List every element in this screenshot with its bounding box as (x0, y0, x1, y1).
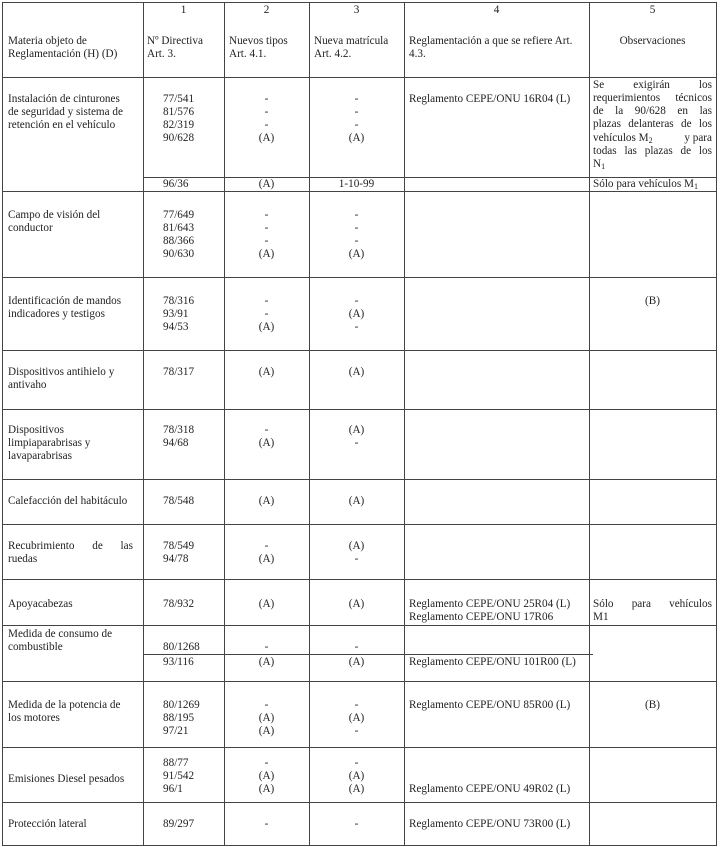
row-divider (2, 681, 717, 682)
row-materia: los motores (8, 712, 60, 724)
directiva: 78/549 (163, 540, 195, 552)
row-materia: retención en el vehículo (8, 119, 116, 131)
grid-line (143, 2, 144, 845)
nuevos-tipos-value: - (264, 424, 269, 436)
row-divider (2, 747, 717, 748)
nueva-matricula-value: (A) (348, 308, 365, 320)
nuevos-tipos-value: (A) (258, 725, 275, 737)
reglamento: Reglamento CEPE/ONU 49R02 (L) (409, 783, 571, 795)
obs-vehicle-subscript: 1 (693, 182, 698, 191)
row-divider (2, 579, 717, 580)
row-materia: ruedas (8, 553, 38, 565)
observaciones-note: (B) (645, 699, 660, 711)
directiva: 89/297 (163, 818, 195, 830)
nueva-matricula-value: - (354, 222, 359, 234)
nueva-matricula-value: (A) (348, 248, 365, 260)
grid-line (716, 2, 717, 845)
nueva-matricula-value: - (354, 725, 359, 737)
observaciones-note: (B) (645, 295, 660, 307)
row-divider (2, 625, 717, 626)
row-materia: Emisiones Diesel pesados (8, 773, 125, 785)
nuevos-tipos-value: (A) (258, 783, 275, 795)
nuevos-tipos-value: (A) (258, 495, 275, 507)
nuevos-tipos-value: - (264, 699, 269, 711)
directiva: 81/576 (163, 106, 195, 118)
nueva-matricula-value: (A) (348, 495, 365, 507)
header-directiva: Nº Directiva (147, 35, 203, 47)
row-materia: Medida de la potencia de (8, 699, 121, 711)
observaciones-text: Sólo para vehículos (593, 598, 712, 610)
nueva-matricula-value: - (354, 437, 359, 449)
row-materia: de seguridad y sistema de (8, 106, 123, 118)
observaciones-text: Se exigirán los (593, 79, 712, 91)
reglamento: Reglamento CEPE/ONU 16R04 (L) (409, 93, 571, 105)
nueva-matricula-value: (A) (348, 540, 365, 552)
row-materia: Campo de visión del (8, 209, 101, 221)
observaciones-text: M1 (593, 611, 609, 623)
row-materia: Medida de consumo de (8, 628, 113, 640)
directiva: 78/548 (163, 495, 195, 507)
observaciones-text (593, 132, 712, 145)
row-divider (2, 802, 717, 803)
nueva-matricula-value: - (354, 757, 359, 769)
directiva: 81/643 (163, 222, 195, 234)
nueva-matricula-value: (A) (348, 424, 365, 436)
row-materia: lavaparabrisas (8, 450, 72, 462)
row-materia: Instalación de cinturones (8, 93, 120, 105)
nueva-matricula-value: (A) (348, 366, 365, 378)
nueva-matricula-value: - (354, 235, 359, 247)
reglamento: Reglamento CEPE/ONU 73R00 (L) (409, 818, 571, 830)
observaciones-text: de la 90/628 en las (593, 105, 712, 117)
reglamento: Reglamento CEPE/ONU 85R00 (L) (409, 699, 571, 711)
directiva: 94/78 (163, 553, 189, 565)
row-materia: combustible (8, 641, 63, 653)
directiva: 90/628 (163, 132, 195, 144)
directiva: 78/932 (163, 598, 195, 610)
nuevos-tipos-value: (A) (258, 132, 275, 144)
nuevos-tipos-value: - (264, 235, 269, 247)
row-divider (2, 479, 717, 480)
nuevos-tipos-value: - (264, 119, 269, 131)
observaciones-text (593, 178, 698, 191)
header-materia: Materia objeto de (8, 35, 87, 47)
nuevos-tipos-value: - (264, 93, 269, 105)
nueva-matricula-value: - (354, 699, 359, 711)
directiva: 97/21 (163, 725, 189, 737)
grid-line (404, 2, 405, 845)
row-materia: Protección lateral (8, 818, 87, 830)
observaciones-text (593, 158, 605, 171)
nuevos-tipos-value: - (264, 818, 269, 830)
grid-line (589, 2, 590, 845)
nuevos-tipos-value: - (264, 295, 269, 307)
nueva-matricula-value: (A) (348, 598, 365, 610)
directiva: 93/116 (163, 656, 194, 668)
directiva: 88/77 (163, 757, 189, 769)
directiva: 78/318 (163, 424, 195, 436)
nueva-matricula-value: - (354, 106, 359, 118)
header-nuevos-tipos: Nuevos tipos (229, 35, 288, 47)
obs-vehicle-subscript: 2 (648, 136, 653, 145)
directiva: 94/53 (163, 321, 189, 333)
directiva: 91/542 (163, 770, 195, 782)
nueva-matricula-value: - (354, 641, 359, 653)
nuevos-tipos-value: (A) (258, 321, 275, 333)
row-divider (2, 277, 717, 278)
row-materia: indicadores y testigos (8, 308, 105, 320)
directiva: 93/91 (163, 308, 189, 320)
nuevos-tipos-value: (A) (258, 248, 275, 260)
observaciones-text: requerimientos técnicos (593, 92, 712, 104)
nueva-matricula-value: 1-10-99 (338, 178, 375, 190)
nuevos-tipos-value: (A) (258, 366, 275, 378)
row-divider (2, 350, 717, 351)
directiva: 80/1269 (163, 699, 200, 711)
row-materia: Calefacción del habitáculo (8, 495, 128, 507)
directiva: 78/317 (163, 366, 195, 378)
row-materia: Dispositivos (8, 424, 64, 436)
nuevos-tipos-value: - (264, 222, 269, 234)
row-materia: Apoyacabezas (8, 598, 73, 610)
nuevos-tipos-value: - (264, 209, 269, 221)
header-nuevos-tipos: Art. 4.1. (229, 48, 267, 60)
header-reglamentacion: 4.3. (409, 48, 426, 60)
row-divider (2, 845, 717, 846)
nueva-matricula-value: (A) (348, 712, 365, 724)
nuevos-tipos-value: - (264, 757, 269, 769)
row-divider (2, 409, 717, 410)
column-number: 2 (263, 4, 270, 16)
nuevos-tipos-value: - (264, 641, 269, 653)
header-reglamentacion: Reglamentación a que se refiere Art. (409, 35, 573, 47)
row-materia: antivaho (8, 379, 47, 391)
obs-vehicle-class: N (593, 158, 602, 170)
row-materia: Dispositivos antihielo y (8, 366, 115, 378)
directiva: 78/316 (163, 295, 195, 307)
nuevos-tipos-value: - (264, 308, 269, 320)
observaciones-text: todas las plazas de los (593, 145, 712, 157)
directiva: 88/195 (163, 712, 195, 724)
reglamento: Reglamento CEPE/ONU 101R00 (L) (409, 656, 576, 668)
column-number: 5 (649, 4, 656, 16)
directiva: 90/630 (163, 248, 195, 260)
row-materia: conductor (8, 222, 53, 234)
column-number: 4 (493, 4, 500, 16)
nuevos-tipos-value: (A) (258, 770, 275, 782)
column-number: 1 (180, 4, 187, 16)
directiva: 96/36 (163, 178, 189, 190)
directiva: 77/649 (163, 209, 195, 221)
row-materia: Identificación de mandos (8, 295, 122, 307)
header-observaciones: Observaciones (619, 35, 686, 47)
row-divider (2, 191, 717, 192)
nueva-matricula-value: - (354, 818, 359, 830)
nueva-matricula-value: - (354, 119, 359, 131)
nuevos-tipos-value: - (264, 106, 269, 118)
reglamento: Reglamento CEPE/ONU 25R04 (L) (409, 598, 571, 610)
grid-line (2, 2, 3, 845)
header-nueva-matricula: Nueva matrícula (314, 35, 389, 47)
nueva-matricula-value: (A) (348, 132, 365, 144)
header-directiva: Art. 3. (147, 48, 176, 60)
nueva-matricula-value: (A) (348, 783, 365, 795)
row-divider (143, 654, 593, 655)
nuevos-tipos-value: (A) (258, 553, 275, 565)
nuevos-tipos-value: (A) (258, 178, 275, 190)
nueva-matricula-value: - (354, 295, 359, 307)
nueva-matricula-value: - (354, 209, 359, 221)
directiva: 77/541 (163, 93, 195, 105)
row-divider (2, 77, 717, 78)
observaciones-text: plazas delanteras de los (593, 118, 712, 130)
nuevos-tipos-value: (A) (258, 437, 275, 449)
obs-vehicle-class: Sólo para vehículos M (593, 178, 694, 190)
directiva: 94/68 (163, 437, 189, 449)
obs-vehicle-subscript: 1 (601, 162, 606, 171)
nueva-matricula-value: - (354, 321, 359, 333)
nuevos-tipos-value: - (264, 540, 269, 552)
directiva: 82/319 (163, 119, 195, 131)
nueva-matricula-value: - (354, 553, 359, 565)
row-divider (2, 2, 717, 3)
directiva: 80/1268 (163, 641, 200, 653)
row-materia: limpiaparabrisas y (8, 437, 91, 449)
obs-continuation: y para (684, 132, 712, 144)
nuevos-tipos-value: (A) (258, 598, 275, 610)
column-number: 3 (353, 4, 360, 16)
directiva: 96/1 (163, 783, 183, 795)
header-nueva-matricula: Art. 4.2. (314, 48, 352, 60)
nueva-matricula-value: - (354, 93, 359, 105)
directiva: 88/366 (163, 235, 195, 247)
nueva-matricula-value: (A) (348, 770, 365, 782)
row-materia: Recubrimiento de las (8, 540, 133, 552)
row-divider (2, 524, 717, 525)
reglamento: Reglamento CEPE/ONU 17R06 (409, 611, 554, 623)
nuevos-tipos-value: (A) (258, 712, 275, 724)
header-materia: Reglamentación (H) (D) (8, 48, 118, 60)
nuevos-tipos-value: (A) (258, 656, 275, 668)
nueva-matricula-value: (A) (348, 656, 365, 668)
obs-vehicle-class: vehículos M (593, 132, 649, 144)
